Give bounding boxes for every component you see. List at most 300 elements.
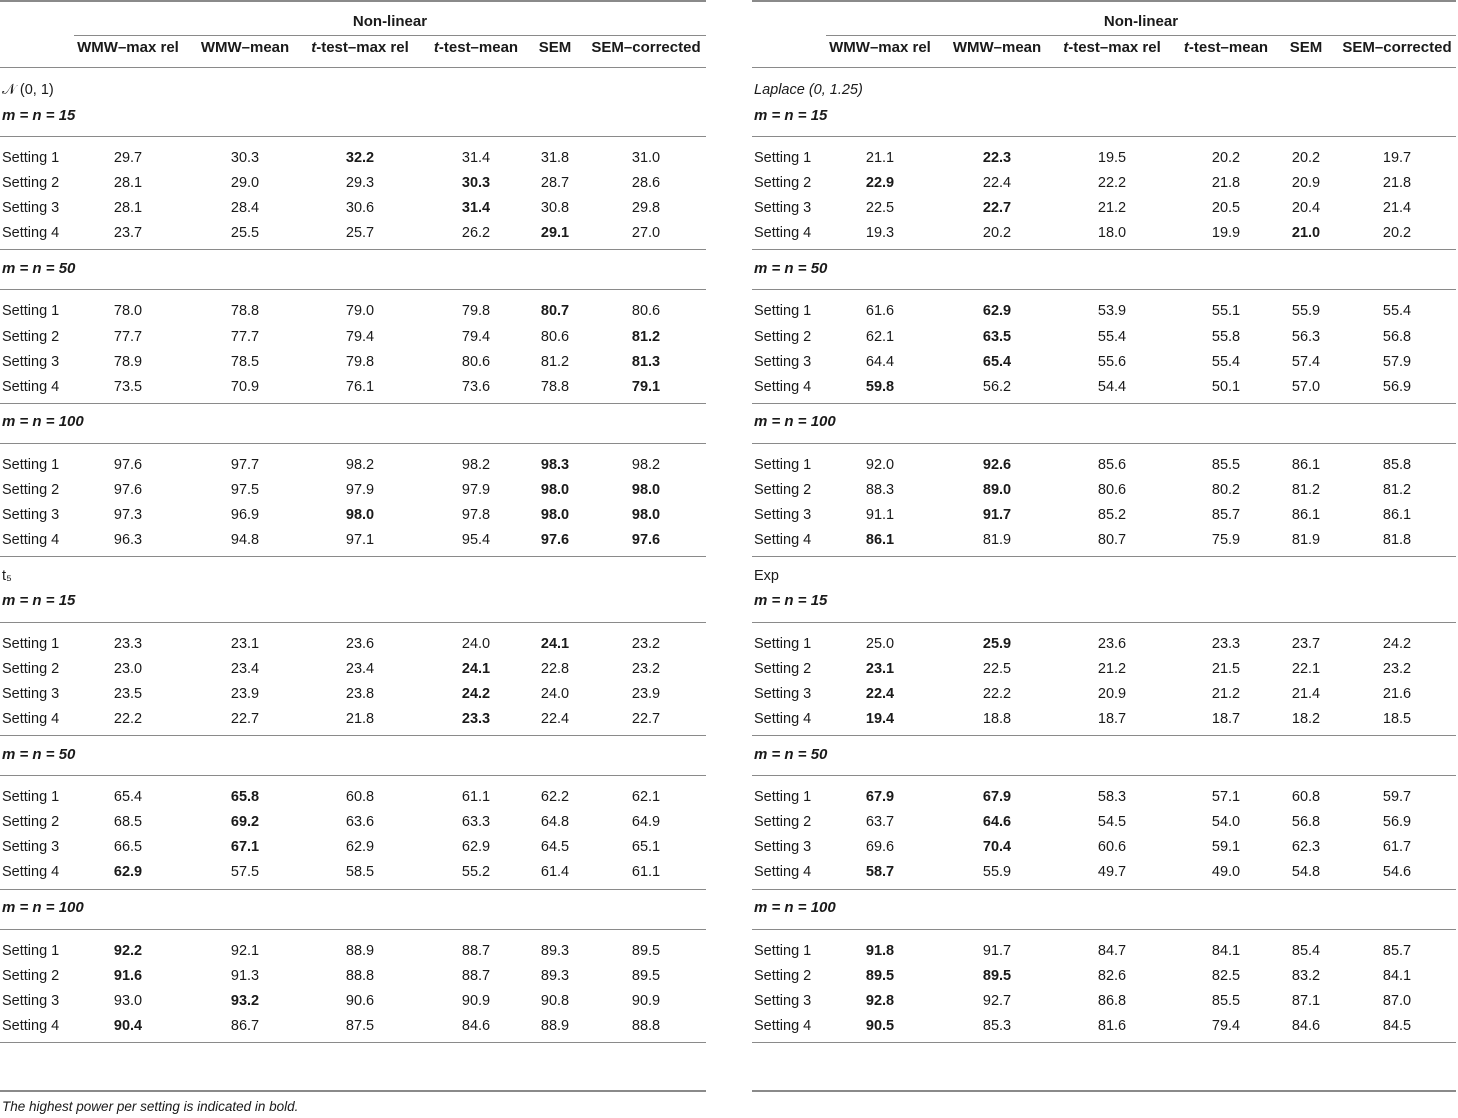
- table-row: [0, 659, 706, 679]
- table-cell: 20.2: [1211, 150, 1241, 166]
- table-row: [752, 198, 1456, 218]
- table-cell: 62.1: [865, 328, 895, 345]
- row-label: Setting 1: [754, 635, 812, 652]
- table-row: [752, 377, 1456, 397]
- row-label: Setting 1: [754, 789, 812, 806]
- row-label: Setting 2: [2, 328, 60, 345]
- table-row: [0, 941, 706, 961]
- table-cell: 30.3: [230, 150, 260, 166]
- table-cell: 23.8: [345, 685, 375, 702]
- table-cell: 59.8: [865, 378, 895, 395]
- sample-size-label: m = n = 50: [2, 259, 76, 277]
- table-cell: 55.8: [1211, 328, 1241, 345]
- table-row: [752, 966, 1456, 986]
- table-cell: 54.0: [1211, 814, 1241, 831]
- table-cell: 29.7: [113, 150, 143, 166]
- table-cell: 21.2: [1097, 200, 1127, 217]
- table-cell: 50.1: [1211, 378, 1241, 395]
- table-cell: 62.9: [345, 839, 375, 856]
- table-cell: 63.5: [982, 328, 1012, 345]
- table-cell: 57.5: [230, 864, 260, 881]
- column-header: t-test–max rel: [1063, 39, 1161, 56]
- table-row: [0, 480, 706, 500]
- table-cell: 91.8: [865, 942, 895, 959]
- table-cell: 22.2: [1097, 175, 1127, 192]
- row-label: Setting 3: [754, 685, 812, 702]
- table-row: [0, 684, 706, 704]
- table-cell: 29.1: [540, 225, 570, 242]
- table-cell: 23.9: [631, 685, 661, 702]
- table-cell: 61.1: [631, 864, 661, 881]
- table-row: [0, 634, 706, 654]
- row-label: Setting 1: [2, 303, 60, 320]
- table-cell: 31.4: [461, 150, 491, 166]
- row-label: Setting 1: [754, 456, 812, 473]
- row-label: Setting 4: [754, 1017, 812, 1034]
- table-cell: 90.8: [540, 992, 570, 1009]
- table-cell: 23.6: [345, 635, 375, 652]
- table-cell: 23.1: [865, 660, 895, 677]
- table-cell: 23.5: [113, 685, 143, 702]
- sample-size-label: m = n = 100: [754, 413, 836, 431]
- row-label: Setting 3: [754, 200, 812, 217]
- table-cell: 57.9: [1382, 353, 1412, 370]
- row-label: Setting 4: [2, 378, 60, 395]
- table-cell: 22.1: [1291, 660, 1321, 677]
- row-label: Setting 3: [2, 685, 60, 702]
- section-rule: [0, 136, 706, 137]
- table-cell: 49.7: [1097, 864, 1127, 881]
- table-cell: 80.6: [540, 328, 570, 345]
- table-row: [752, 301, 1456, 321]
- table-cell: 23.2: [631, 635, 661, 652]
- table-cell: 21.1: [865, 150, 895, 166]
- table-top-rule: [752, 0, 1456, 2]
- table-cell: 88.9: [540, 1017, 570, 1034]
- row-label: Setting 3: [754, 839, 812, 856]
- table-cell: 56.8: [1382, 328, 1412, 345]
- column-header: t-test–mean: [433, 39, 519, 56]
- table-cell: 92.7: [982, 992, 1012, 1009]
- table-cell: 54.6: [1382, 864, 1412, 881]
- section-rule: [752, 929, 1456, 930]
- table-cell: 23.0: [113, 660, 143, 677]
- group-title-non-linear: Non-linear: [1103, 13, 1179, 30]
- section-rule: [752, 443, 1456, 444]
- table-cell: 97.5: [230, 481, 260, 498]
- table-cell: 91.1: [865, 507, 895, 523]
- column-header: WMW–max rel: [829, 39, 931, 56]
- table-cell: 84.1: [1382, 967, 1412, 984]
- table-cell: 93.0: [113, 992, 143, 1009]
- section-end-rule: [0, 735, 706, 736]
- table-cell: 85.5: [1211, 456, 1241, 473]
- table-cell: 91.6: [113, 967, 143, 984]
- table-cell: 56.9: [1382, 814, 1412, 831]
- distribution-label: Exp: [754, 567, 779, 584]
- table-cell: 80.6: [631, 303, 661, 320]
- table-row: [0, 1016, 706, 1036]
- table-cell: 78.5: [230, 353, 260, 370]
- table-cell: 87.1: [1291, 992, 1321, 1009]
- table-row: [0, 327, 706, 347]
- table-cell: 21.4: [1382, 200, 1412, 217]
- table-cell: 97.7: [230, 456, 260, 473]
- distribution-label: t₅: [2, 567, 12, 584]
- table-cell: 56.8: [1291, 814, 1321, 831]
- table-row: [0, 198, 706, 218]
- table-cell: 21.6: [1382, 685, 1412, 702]
- section-rule: [752, 289, 1456, 290]
- table-cell: 61.7: [1382, 839, 1412, 856]
- table-cell: 22.7: [631, 711, 661, 727]
- table-cell: 76.1: [345, 378, 375, 395]
- section-end-rule: [0, 249, 706, 250]
- column-header: SEM: [1289, 39, 1323, 56]
- row-label: Setting 1: [2, 942, 60, 959]
- table-cell: 21.2: [1097, 660, 1127, 677]
- section-end-rule: [0, 889, 706, 890]
- column-header: WMW–mean: [200, 39, 290, 56]
- column-header: SEM: [538, 39, 572, 56]
- row-label: Setting 1: [754, 942, 812, 959]
- row-label: Setting 1: [2, 456, 60, 473]
- table-cell: 80.2: [1211, 481, 1241, 498]
- table-cell: 18.5: [1382, 711, 1412, 727]
- table-cell: 59.7: [1382, 789, 1412, 806]
- table-cell: 22.9: [865, 175, 895, 192]
- table-row: [752, 530, 1456, 550]
- table-cell: 28.4: [230, 200, 260, 217]
- section-rule: [752, 622, 1456, 623]
- table-cell: 92.0: [865, 456, 895, 473]
- table-row: [752, 148, 1456, 168]
- table-cell: 82.5: [1211, 967, 1241, 984]
- row-label: Setting 4: [754, 532, 812, 549]
- table-cell: 81.2: [631, 328, 661, 345]
- table-row: [0, 173, 706, 193]
- table-cell: 89.5: [631, 942, 661, 959]
- table-cell: 80.7: [540, 303, 570, 320]
- table-row: [752, 862, 1456, 882]
- table-cell: 98.0: [540, 507, 570, 523]
- table-cell: 19.7: [1382, 150, 1412, 166]
- table-cell: 64.9: [631, 814, 661, 831]
- table-cell: 86.1: [1291, 456, 1321, 473]
- table-cell: 18.8: [982, 711, 1012, 727]
- table-cell: 97.3: [113, 507, 143, 523]
- section-end-rule: [0, 556, 706, 557]
- table-cell: 78.8: [540, 378, 570, 395]
- row-label: Setting 2: [2, 814, 60, 831]
- table-row: [0, 301, 706, 321]
- table-cell: 30.8: [540, 200, 570, 217]
- section-rule: [0, 775, 706, 776]
- table-cell: 19.9: [1211, 225, 1241, 242]
- table-cell: 67.9: [982, 789, 1012, 806]
- sample-size-label: m = n = 50: [754, 745, 828, 763]
- table-cell: 55.9: [982, 864, 1012, 881]
- table-cell: 73.6: [461, 378, 491, 395]
- table-cell: 90.9: [461, 992, 491, 1009]
- table-cell: 28.1: [113, 200, 143, 217]
- row-label: Setting 3: [754, 353, 812, 370]
- table-cell: 89.3: [540, 942, 570, 959]
- table-cell: 96.9: [230, 507, 260, 523]
- table-cell: 23.6: [1097, 635, 1127, 652]
- column-header: SEM–corrected: [591, 39, 701, 56]
- row-label: Setting 4: [2, 711, 60, 727]
- table-cell: 30.6: [345, 200, 375, 217]
- sample-size-label: m = n = 50: [754, 259, 828, 277]
- table-row: [0, 530, 706, 550]
- table-cell: 69.6: [865, 839, 895, 856]
- table-cell: 84.7: [1097, 942, 1127, 959]
- table-cell: 21.8: [345, 711, 375, 727]
- table-cell: 95.4: [461, 532, 491, 549]
- table-cell: 22.5: [982, 660, 1012, 677]
- group-underline: [74, 35, 706, 36]
- table-cell: 19.4: [865, 711, 895, 727]
- table-cell: 54.5: [1097, 814, 1127, 831]
- table-cell: 77.7: [113, 328, 143, 345]
- row-label: Setting 3: [2, 992, 60, 1009]
- table-cell: 24.0: [540, 685, 570, 702]
- row-label: Setting 3: [2, 353, 60, 370]
- column-header: t-test–max rel: [311, 39, 409, 56]
- table-cell: 22.8: [540, 660, 570, 677]
- table-cell: 61.1: [461, 789, 491, 806]
- row-label: Setting 2: [2, 660, 60, 677]
- table-cell: 81.2: [540, 353, 570, 370]
- table-cell: 60.8: [1291, 789, 1321, 806]
- table-cell: 79.1: [631, 378, 661, 395]
- table-cell: 97.8: [461, 507, 491, 523]
- table-cell: 31.0: [631, 150, 661, 166]
- table-cell: 57.0: [1291, 378, 1321, 395]
- table-row: [752, 480, 1456, 500]
- table-bottom-rule: [0, 1090, 706, 1092]
- table-cell: 83.2: [1291, 967, 1321, 984]
- row-label: Setting 1: [2, 150, 60, 166]
- table-cell: 89.0: [982, 481, 1012, 498]
- table-cell: 64.4: [865, 353, 895, 370]
- table-cell: 89.3: [540, 967, 570, 984]
- table-cell: 80.6: [461, 353, 491, 370]
- table-cell: 75.9: [1211, 532, 1241, 549]
- table-cell: 54.8: [1291, 864, 1321, 881]
- section-rule: [0, 443, 706, 444]
- table-cell: 31.4: [461, 200, 491, 217]
- table-cell: 19.5: [1097, 150, 1127, 166]
- table-cell: 86.1: [1291, 507, 1321, 523]
- table-cell: 81.2: [1291, 481, 1321, 498]
- section-rule: [0, 289, 706, 290]
- table-row: [752, 941, 1456, 961]
- row-label: Setting 3: [754, 992, 812, 1009]
- table-cell: 84.1: [1211, 942, 1241, 959]
- table-cell: 20.9: [1291, 175, 1321, 192]
- table-cell: 97.6: [631, 532, 661, 549]
- row-label: Setting 2: [754, 967, 812, 984]
- table-cell: 25.7: [345, 225, 375, 242]
- row-label: Setting 4: [2, 1017, 60, 1034]
- section-end-rule: [0, 1042, 706, 1043]
- table-cell: 96.3: [113, 532, 143, 549]
- table-cell: 84.6: [1291, 1017, 1321, 1034]
- table-row: [0, 966, 706, 986]
- table-cell: 92.8: [865, 992, 895, 1009]
- table-cell: 21.4: [1291, 685, 1321, 702]
- section-end-rule: [752, 403, 1456, 404]
- table-cell: 20.5: [1211, 200, 1241, 217]
- table-cell: 88.8: [631, 1017, 661, 1034]
- table-cell: 87.5: [345, 1017, 375, 1034]
- table-cell: 90.4: [113, 1017, 143, 1034]
- table-cell: 81.3: [631, 353, 661, 370]
- table-cell: 27.0: [631, 225, 661, 242]
- table-cell: 55.2: [461, 864, 491, 881]
- section-end-rule: [752, 556, 1456, 557]
- table-cell: 92.6: [982, 456, 1012, 473]
- table-cell: 23.3: [461, 711, 491, 727]
- sample-size-label: m = n = 100: [2, 899, 84, 916]
- table-cell: 97.9: [461, 481, 491, 498]
- table-cell: 20.2: [1382, 225, 1412, 242]
- table-cell: 29.8: [631, 200, 661, 217]
- table-cell: 21.0: [1291, 225, 1321, 242]
- table-cell: 22.2: [113, 711, 143, 727]
- table-cell: 57.1: [1211, 789, 1241, 806]
- table-cell: 22.7: [982, 200, 1012, 217]
- table-cell: 63.7: [865, 814, 895, 831]
- table-cell: 80.7: [1097, 532, 1127, 549]
- table-cell: 57.4: [1291, 353, 1321, 370]
- table-row: [0, 837, 706, 857]
- table-cell: 90.6: [345, 992, 375, 1009]
- table-row: [752, 837, 1456, 857]
- table-cell: 22.3: [982, 150, 1012, 166]
- table-cell: 98.0: [631, 507, 661, 523]
- table-cell: 65.1: [631, 839, 661, 856]
- table-row: [0, 377, 706, 397]
- column-header: t-test–mean: [1183, 39, 1269, 56]
- table-cell: 62.3: [1291, 839, 1321, 856]
- table-cell: 55.9: [1291, 303, 1321, 320]
- table-cell: 25.0: [865, 635, 895, 652]
- section-end-rule: [0, 403, 706, 404]
- table-cell: 28.6: [631, 175, 661, 192]
- table-row: [752, 684, 1456, 704]
- section-end-rule: [752, 889, 1456, 890]
- table-cell: 81.8: [1382, 532, 1412, 549]
- table-cell: 23.2: [631, 660, 661, 677]
- table-cell: 25.5: [230, 225, 260, 242]
- table-cell: 88.9: [345, 942, 375, 959]
- table-cell: 85.8: [1382, 456, 1412, 473]
- row-label: Setting 2: [2, 967, 60, 984]
- table-cell: 80.6: [1097, 481, 1127, 498]
- row-label: Setting 1: [754, 303, 812, 320]
- table-cell: 64.5: [540, 839, 570, 856]
- table-bottom-rule: [752, 1090, 1456, 1092]
- table-cell: 97.6: [113, 481, 143, 498]
- section-end-rule: [752, 735, 1456, 736]
- table-cell: 55.6: [1097, 353, 1127, 370]
- table-cell: 20.4: [1291, 200, 1321, 217]
- table-cell: 91.3: [230, 967, 260, 984]
- table-cell: 98.2: [345, 456, 375, 473]
- table-cell: 64.6: [982, 814, 1012, 831]
- table-cell: 81.9: [982, 532, 1012, 549]
- table-cell: 64.8: [540, 814, 570, 831]
- table-cell: 18.7: [1097, 711, 1127, 727]
- table-cell: 23.4: [230, 660, 260, 677]
- group-underline: [826, 35, 1456, 36]
- table-footnote: The highest power per setting is indicated in bold.: [2, 1099, 299, 1114]
- sample-size-label: m = n = 100: [2, 413, 84, 431]
- table-top-rule: [0, 0, 706, 2]
- table-cell: 60.6: [1097, 839, 1127, 856]
- table-cell: 63.6: [345, 814, 375, 831]
- table-cell: 88.7: [461, 967, 491, 984]
- table-cell: 79.4: [461, 328, 491, 345]
- sample-size-label: m = n = 15: [2, 106, 76, 124]
- table-cell: 19.3: [865, 225, 895, 242]
- table-row: [0, 148, 706, 168]
- table-cell: 85.4: [1291, 942, 1321, 959]
- table-cell: 62.2: [540, 789, 570, 806]
- table-cell: 58.3: [1097, 789, 1127, 806]
- table-row: [0, 709, 706, 729]
- table-cell: 87.0: [1382, 992, 1412, 1009]
- table-cell: 81.2: [1382, 481, 1412, 498]
- table-cell: 91.7: [982, 942, 1012, 959]
- table-cell: 90.5: [865, 1017, 895, 1034]
- table-cell: 24.0: [461, 635, 491, 652]
- table-cell: 81.6: [1097, 1017, 1127, 1034]
- table-row: [752, 709, 1456, 729]
- table-cell: 92.1: [230, 942, 260, 959]
- row-label: Setting 2: [2, 481, 60, 498]
- table-cell: 84.6: [461, 1017, 491, 1034]
- sample-size-label: m = n = 15: [2, 592, 76, 610]
- table-cell: 21.8: [1382, 175, 1412, 192]
- table-cell: 56.9: [1382, 378, 1412, 395]
- table-cell: 97.1: [345, 532, 375, 549]
- table-row: [752, 223, 1456, 243]
- table-cell: 62.9: [113, 864, 143, 881]
- table-cell: 89.5: [631, 967, 661, 984]
- table-cell: 24.1: [540, 635, 570, 652]
- table-cell: 88.8: [345, 967, 375, 984]
- table-cell: 98.0: [345, 507, 375, 523]
- table-cell: 23.2: [1382, 660, 1412, 677]
- section-rule: [0, 622, 706, 623]
- table-cell: 79.4: [345, 328, 375, 345]
- table-cell: 79.8: [461, 303, 491, 320]
- table-row: [0, 787, 706, 807]
- table-cell: 79.4: [1211, 1017, 1241, 1034]
- table-cell: 59.1: [1211, 839, 1241, 856]
- row-label: Setting 3: [2, 839, 60, 856]
- table-cell: 86.1: [865, 532, 895, 549]
- table-cell: 98.3: [540, 456, 570, 473]
- table-cell: 55.4: [1382, 303, 1412, 320]
- table-cell: 23.1: [230, 635, 260, 652]
- table-cell: 98.0: [540, 481, 570, 498]
- table-cell: 62.1: [631, 789, 661, 806]
